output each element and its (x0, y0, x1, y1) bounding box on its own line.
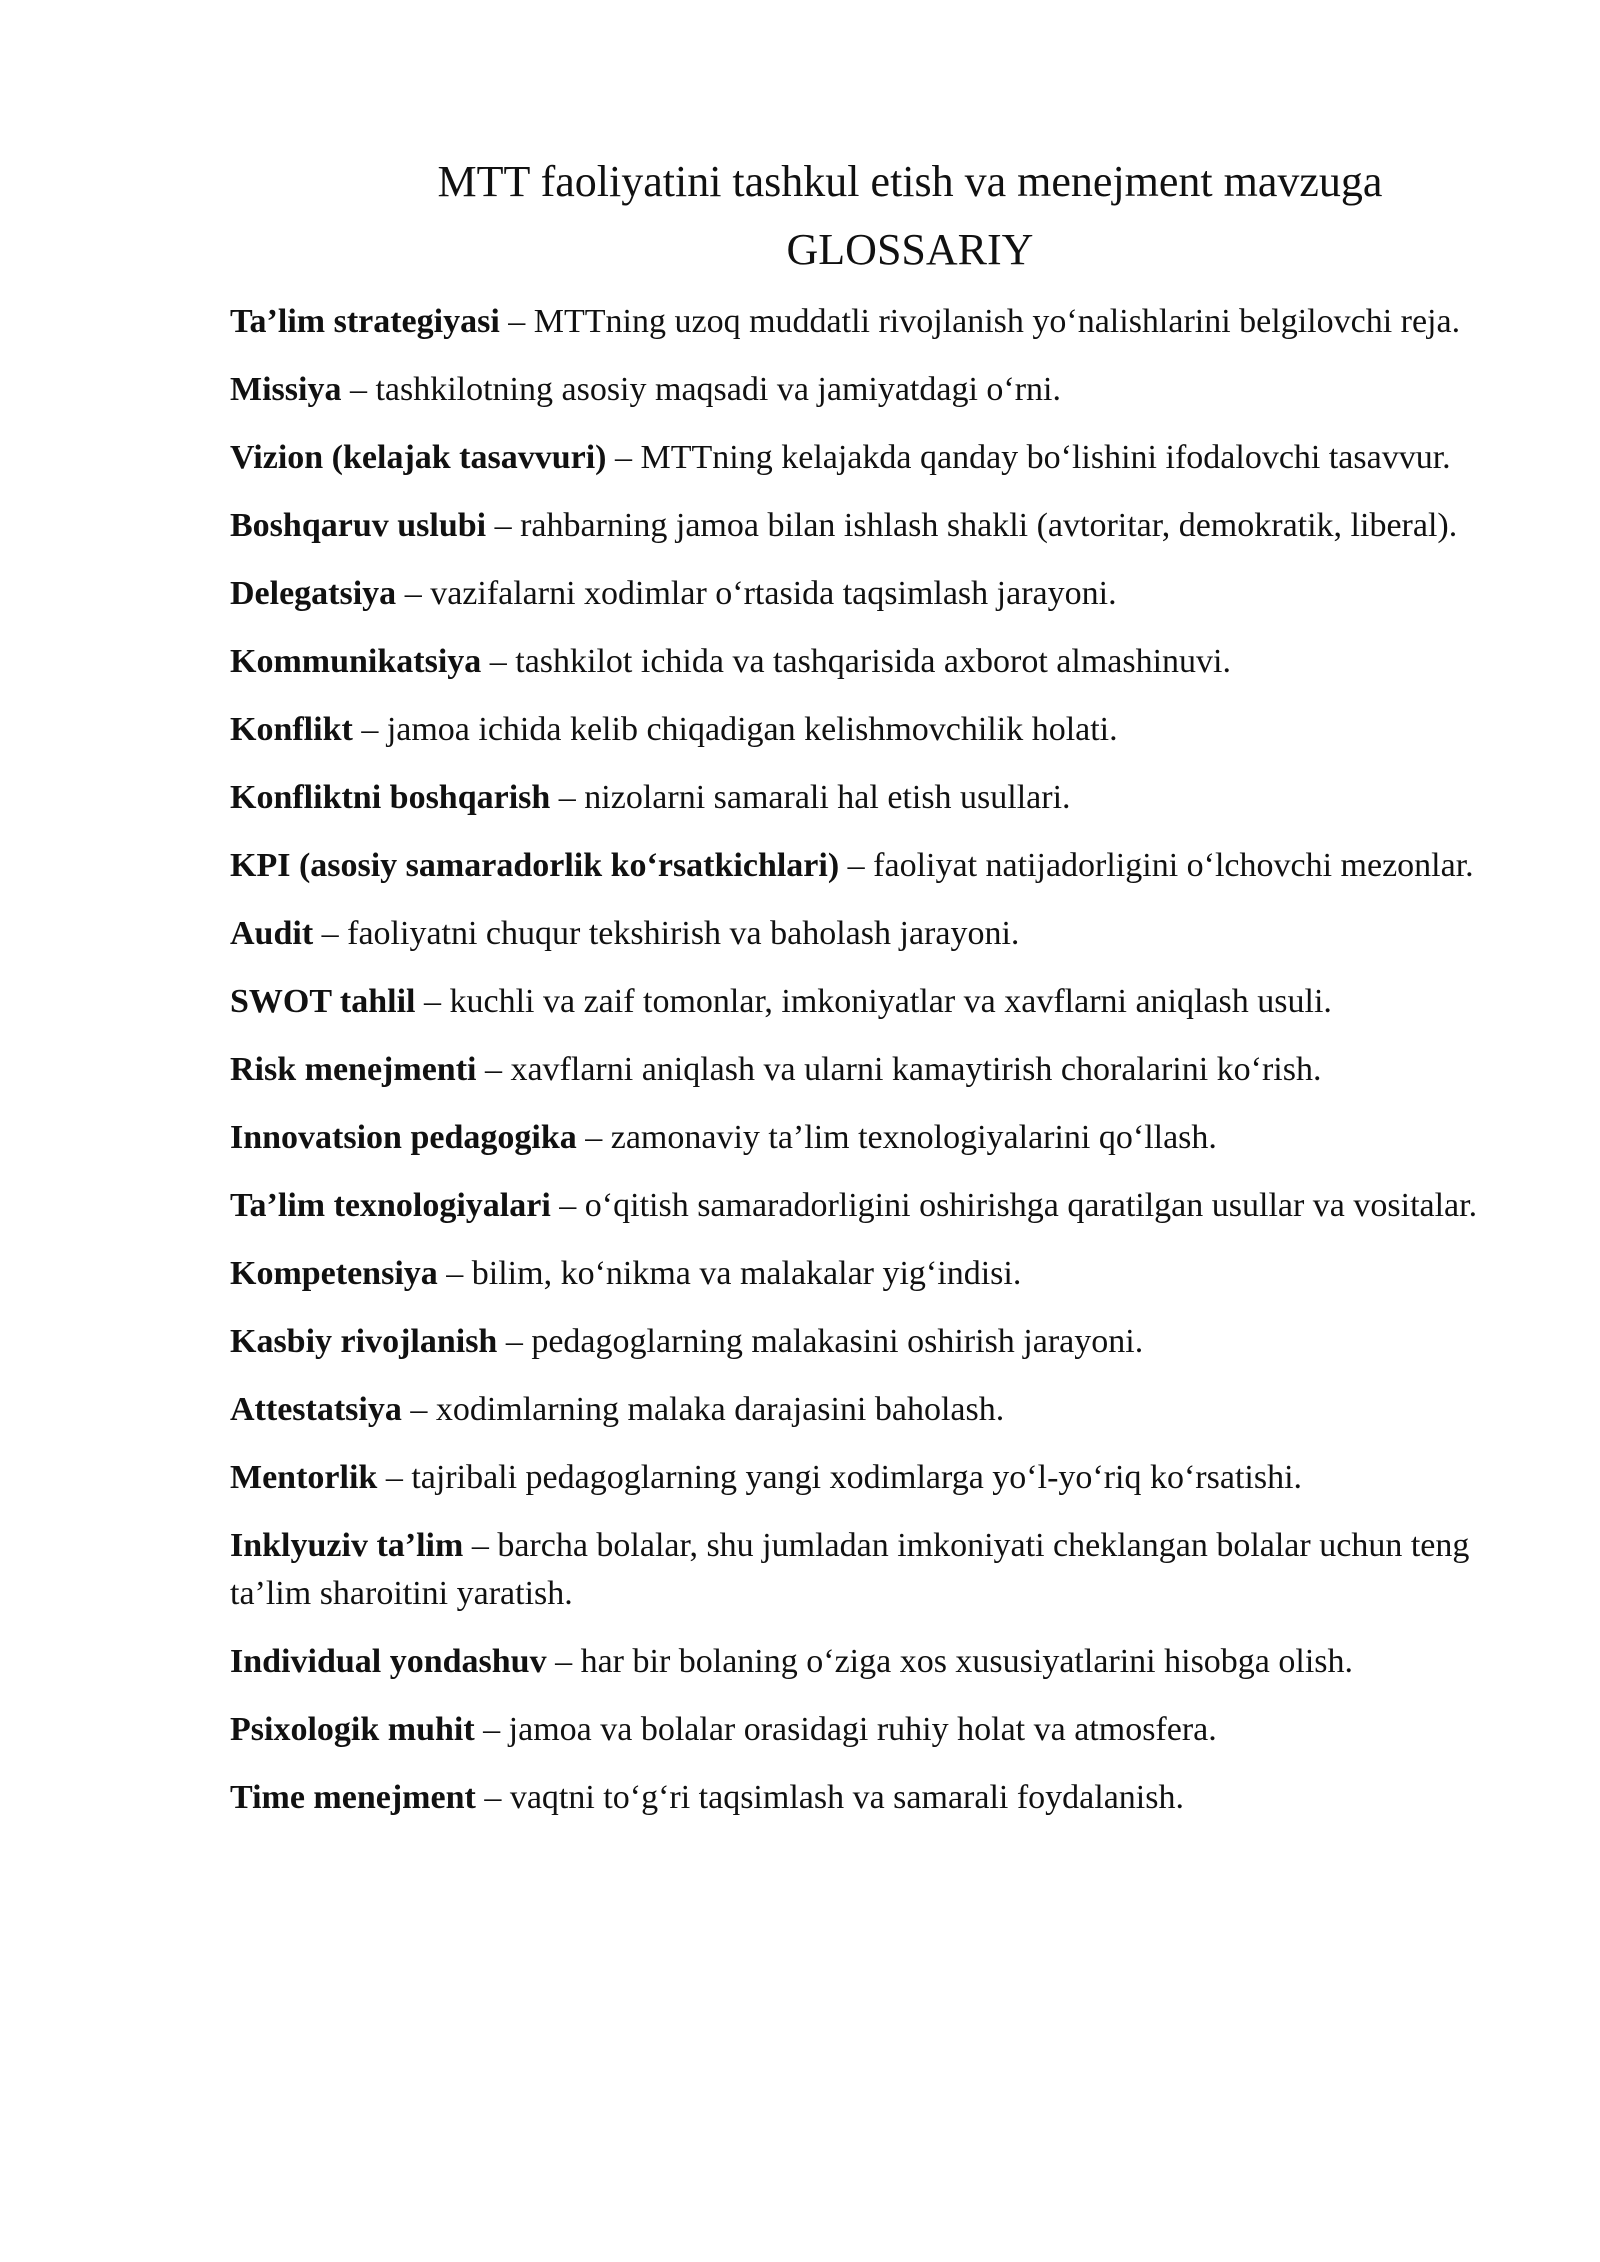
term-separator: – (415, 983, 450, 1020)
glossary-term: Ta’lim texnologiyalari (230, 1187, 551, 1224)
glossary-entry (230, 1638, 1480, 1686)
glossary-entry (230, 1114, 1480, 1162)
glossary-term: Vizion (kelajak tasavvuri) (230, 439, 607, 476)
glossary-definition: bilim, ko‘nikma va malakalar yig‘indisi. (471, 1255, 1022, 1292)
glossary-definition: tashkilot ichida va tashqarisida axborot almashinuvi. (515, 643, 1231, 680)
glossary-term: Kompetensiya (230, 1255, 438, 1292)
term-separator: – (476, 1051, 511, 1088)
document-subtitle: GLOSSARIY (786, 225, 1034, 274)
glossary-definition: MTTning kelajakda qanday bo‘lishini ifodalovchi tasavvur. (640, 439, 1451, 476)
glossary-entry (230, 1182, 1480, 1230)
term-separator: – (550, 1187, 585, 1224)
term-separator: – (486, 507, 521, 544)
glossary-term: Time menejment (230, 1779, 476, 1816)
term-separator: – (606, 439, 641, 476)
glossary-entry (230, 1454, 1480, 1502)
term-separator: – (839, 847, 874, 884)
glossary-term: Ta’lim strategiyasi (230, 303, 500, 340)
glossary-entry (230, 366, 1480, 414)
term-separator: – (474, 1711, 509, 1748)
term-separator: – (341, 371, 376, 408)
term-separator: – (401, 1391, 436, 1428)
glossary-definition: vaqtni to‘g‘ri taqsimlash va samarali foydalanish. (509, 1779, 1184, 1816)
term-separator: – (546, 1643, 581, 1680)
glossary-term: KPI (asosiy samaradorlik ko‘rsatkichlari) (230, 847, 840, 884)
term-separator: – (550, 779, 585, 816)
glossary-definition: pedagoglarning malakasini oshirish jarayoni. (531, 1323, 1144, 1360)
glossary-definition: xavflarni aniqlash va ularni kamaytirish choralarini ko‘rish. (510, 1051, 1322, 1088)
term-separator: – (475, 1779, 510, 1816)
glossary-term: Innovatsion pedagogika (230, 1119, 577, 1156)
glossary-term: Boshqaruv uslubi (230, 507, 487, 544)
document-title: MTT faoliyatini tashkul etish va menejment mavzuga (437, 157, 1383, 206)
glossary-definition: MTTning uzoq muddatli rivojlanish yo‘nalishlarini belgilovchi reja. (533, 303, 1461, 340)
glossary-definition: tashkilotning asosiy maqsadi va jamiyatdagi o‘rni. (375, 371, 1061, 408)
term-separator: – (396, 575, 431, 612)
term-separator: – (576, 1119, 611, 1156)
glossary-term: Kasbiy rivojlanish (230, 1323, 498, 1360)
glossary-entry (230, 1318, 1480, 1366)
glossary-entry (230, 1522, 1480, 1618)
glossary-entry (230, 1386, 1480, 1434)
glossary-entry (230, 502, 1480, 550)
glossary-definition: faoliyatni chuqur tekshirish va baholash jarayoni. (347, 915, 1020, 952)
glossary-term: Attestatsiya (230, 1391, 402, 1428)
glossary-definition: o‘qitish samaradorligini oshirishga qaratilgan usullar va vositalar. (584, 1187, 1478, 1224)
glossary-definition: nizolarni samarali hal etish usullari. (584, 779, 1071, 816)
glossary-term: Konfliktni boshqarish (230, 779, 551, 816)
glossary-definition: barcha bolalar, shu jumladan imkoniyati cheklangan bolalar uchun teng ta’lim sharoitini yaratish. (230, 1527, 1470, 1612)
glossary-term: Audit (230, 915, 314, 952)
glossary-term: Kommunikatsiya (230, 643, 482, 680)
glossary-definition: rahbarning jamoa bilan ishlash shakli (avtoritar, demokratik, liberal). (520, 507, 1458, 544)
glossary-entry (230, 978, 1480, 1026)
glossary-term: Psixologik muhit (230, 1711, 475, 1748)
glossary-entry (230, 842, 1480, 890)
term-separator: – (352, 711, 387, 748)
glossary-entry (230, 298, 1480, 346)
glossary-definition: har bir bolaning o‘ziga xos xususiyatlarini hisobga olish. (580, 1643, 1354, 1680)
glossary-entry (230, 570, 1480, 618)
term-separator: – (481, 643, 516, 680)
term-separator: – (499, 303, 534, 340)
glossary-definition: faoliyat natijadorligini o‘lchovchi mezonlar. (873, 847, 1474, 884)
glossary-entry (230, 1706, 1480, 1754)
glossary-list (230, 298, 1480, 1822)
glossary-definition: tajribali pedagoglarning yangi xodimlarga yo‘l-yo‘riq ko‘rsatishi. (411, 1459, 1303, 1496)
glossary-term: Individual yondashuv (230, 1643, 547, 1680)
term-separator: – (313, 915, 348, 952)
glossary-term: Mentorlik (230, 1459, 378, 1496)
glossary-definition: xodimlarning malaka darajasini baholash. (435, 1391, 1005, 1428)
glossary-definition: kuchli va zaif tomonlar, imkoniyatlar va xavflarni aniqlash usuli. (449, 983, 1332, 1020)
glossary-entry (230, 1250, 1480, 1298)
term-separator: – (377, 1459, 412, 1496)
glossary-definition: jamoa ichida kelib chiqadigan kelishmovchilik holati. (386, 711, 1118, 748)
glossary-definition: vazifalarni xodimlar o‘rtasida taqsimlash jarayoni. (430, 575, 1117, 612)
glossary-term: Risk menejmenti (230, 1051, 477, 1088)
term-separator: – (497, 1323, 532, 1360)
glossary-term: Inklyuziv ta’lim (230, 1527, 464, 1564)
glossary-entry (230, 706, 1480, 754)
glossary-entry (230, 1774, 1480, 1822)
glossary-term: Missiya (230, 371, 342, 408)
glossary-entry (230, 434, 1480, 482)
glossary-term: Delegatsiya (230, 575, 397, 612)
glossary-term: SWOT tahlil (230, 983, 416, 1020)
term-separator: – (463, 1527, 498, 1564)
glossary-definition: zamonaviy ta’lim texnologiyalarini qo‘llash. (610, 1119, 1217, 1156)
glossary-entry (230, 1046, 1480, 1094)
term-separator: – (437, 1255, 472, 1292)
glossary-entry (230, 910, 1480, 958)
glossary-entry (230, 774, 1480, 822)
glossary-definition: jamoa va bolalar orasidagi ruhiy holat va atmosfera. (508, 1711, 1217, 1748)
glossary-entry (230, 638, 1480, 686)
glossary-term: Konflikt (230, 711, 353, 748)
